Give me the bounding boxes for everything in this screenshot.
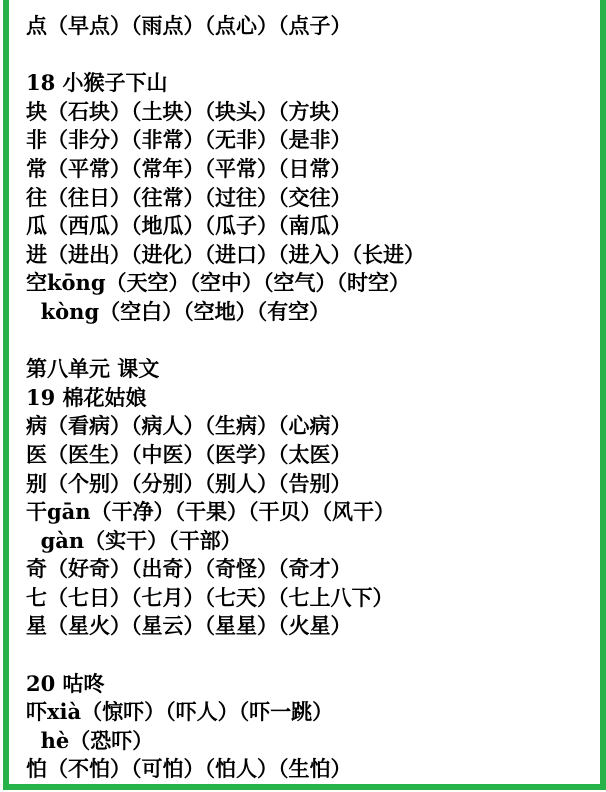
text-line: hè（恐吓） bbox=[26, 727, 154, 753]
text-line: 星（星火）（星云）（星星）（火星） bbox=[26, 613, 352, 639]
text-line: 块（石块）（土块）（块头）（方块） bbox=[26, 98, 352, 124]
text-line: gàn（实干）（干部） bbox=[26, 527, 242, 553]
text-line: 瓜（西瓜）（地瓜）（瓜子）（南瓜） bbox=[26, 213, 352, 239]
text-line: 空kōng（天空）（空中）（空气）（时空） bbox=[26, 270, 411, 296]
text-line: 怕（不怕）（可怕）（怕人）（生怕） bbox=[26, 756, 352, 782]
text-line: 非（非分）（非常）（无非）（是非） bbox=[26, 127, 352, 153]
blank-line bbox=[26, 41, 586, 70]
text-line: 奇（好奇）（出奇）（奇怪）（奇才） bbox=[26, 556, 352, 582]
lesson-heading: 20 咕咚 bbox=[26, 670, 105, 696]
blank-line bbox=[26, 327, 586, 356]
text-line: 七（七日）（七月）（七天）（七上八下） bbox=[26, 584, 394, 610]
text-line: 进（进出）（进化）（进口）（进入）（长进） bbox=[26, 241, 425, 267]
text-line: 病（看病）（病人）（生病）（心病） bbox=[26, 413, 352, 439]
text-line: 点（早点）（雨点）（点心）（点子） bbox=[26, 13, 352, 38]
text-line: 别（个别）（分别）（别人）（告别） bbox=[26, 470, 352, 496]
vocabulary-list bbox=[26, 12, 586, 784]
text-line: 吓xià（惊吓）（吓人）（吓一跳） bbox=[26, 699, 334, 725]
text-line: 干gān（干净）（干果）（干贝）（风干） bbox=[26, 499, 396, 525]
unit-heading: 第八单元 课文 bbox=[26, 356, 160, 382]
text-line: kòng（空白）（空地）（有空） bbox=[26, 298, 331, 324]
text-line: 常（平常）（常年）（平常）（日常） bbox=[26, 155, 352, 181]
text-line: 往（往日）（往常）（过往）（交往） bbox=[26, 184, 352, 210]
lesson-heading: 19 棉花姑娘 bbox=[26, 384, 147, 410]
lesson-heading: 18 小猴子下山 bbox=[26, 70, 168, 96]
blank-line bbox=[26, 641, 586, 670]
text-line: 医（医生）（中医）（医学）（太医） bbox=[26, 441, 352, 467]
